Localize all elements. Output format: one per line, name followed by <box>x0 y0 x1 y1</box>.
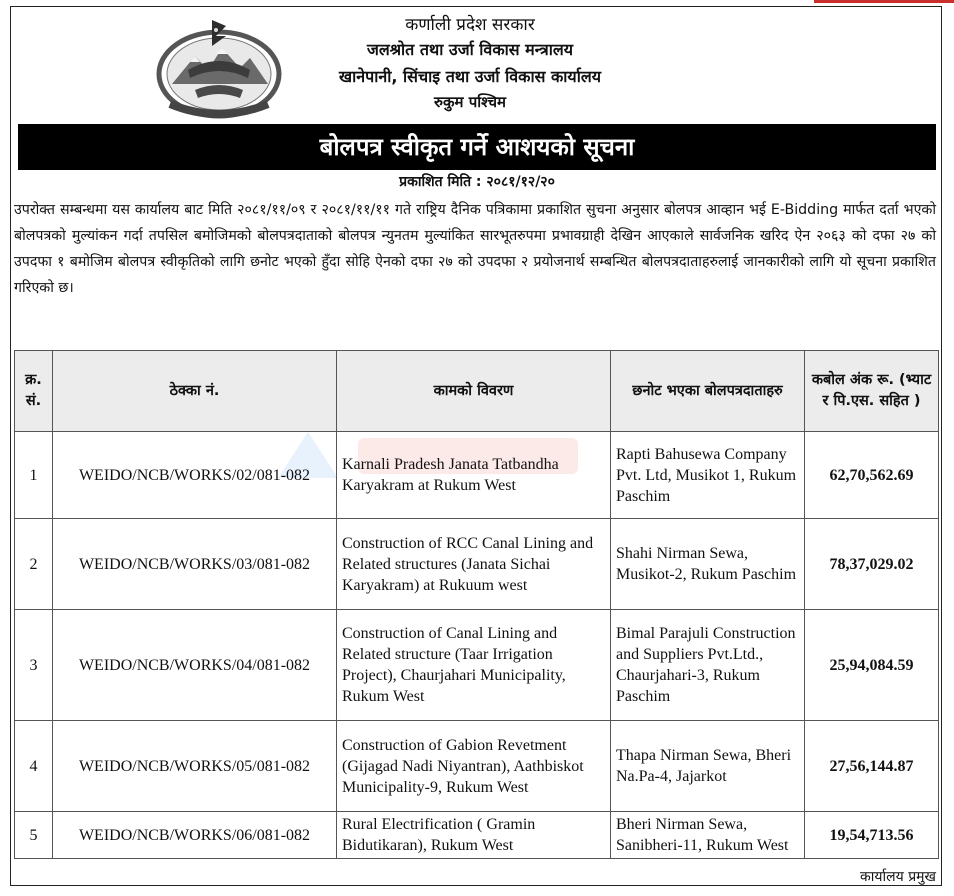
table-header-row <box>15 351 939 432</box>
row-sn: 1 <box>15 432 53 519</box>
table-row <box>15 812 939 859</box>
row-description: Construction of Gabion Revetment (Gijagad Nadi Niyantran), Aathbiskot Municipality-9, Rukum West <box>337 721 611 812</box>
nepal-government-emblem-icon <box>150 12 288 128</box>
row-bidder: Bheri Nirman Sewa, Sanibheri-11, Rukum West <box>611 812 805 859</box>
table-row <box>15 432 939 519</box>
table-row <box>15 519 939 610</box>
row-amount: 19,54,713.56 <box>805 812 939 859</box>
row-bidder: Rapti Bahusewa Company Pvt. Ltd, Musikot 1, Rukum Paschim <box>611 432 805 519</box>
row-amount: 78,37,029.02 <box>805 519 939 610</box>
top-accent-bar <box>814 0 954 3</box>
notice-title: बोलपत्र स्वीकृत गर्ने आशयको सूचना <box>18 124 936 170</box>
header-sn: क्र. सं. <box>15 351 53 432</box>
row-amount: 62,70,562.69 <box>805 432 939 519</box>
row-contract: WEIDO/NCB/WORKS/06/081-082 <box>53 812 337 859</box>
row-description: Karnali Pradesh Janata Tatbandha Karyakram at Rukum West <box>337 432 611 519</box>
office-location: रुकुम पश्चिम <box>434 93 506 111</box>
row-description: Construction of RCC Canal Lining and Related structures (Janata Sichai Karyakram) at Rukuum west <box>337 519 611 610</box>
row-contract: WEIDO/NCB/WORKS/02/081-082 <box>53 432 337 519</box>
notice-body: उपरोक्त सम्बन्धमा यस कार्यालय बाट मिति २०८१/११/०९ र २०८१/११/११ गते राष्ट्रिय दैनिक पत्रिकामा प्रकाशित सुचना अनुसार बोलपत्र आव्हान भई E-Bidding मार्फत दर्ता भएको बोलपत्रको मुल्यांकन गर्दा तपसिल बमोजिमको बोलपत्रदाताको बोलपत्र न्युनतम मुल्यांकित सारभूतरुपमा प्रभावग्राही देखिन आएकाले सार्वजनिक खरिद ऐन २०६३ को दफा २७ को उपदफा १ बमोजिम बोलपत्र स्वीकृतिको लागि छनोट भएको हुँदा सोहि ऐनको दफा २७ को उपदफा २ प्रयोजनार्थ सम्बन्धित बोलपत्रदाताहरुलाई जानकारीको लागि यो सूचना प्रकाशित गरिएको छ। <box>14 202 936 296</box>
row-contract: WEIDO/NCB/WORKS/04/081-082 <box>53 610 337 721</box>
row-amount: 27,56,144.87 <box>805 721 939 812</box>
header-amount: कबोल अंक रू. (भ्याट र पि.एस. सहित ) <box>805 351 939 432</box>
row-bidder: Thapa Nirman Sewa, Bheri Na.Pa-4, Jajarkot <box>611 721 805 812</box>
row-sn: 2 <box>15 519 53 610</box>
office-name: खानेपानी, सिंचाइ तथा उर्जा विकास कार्यालय <box>339 67 601 86</box>
row-contract: WEIDO/NCB/WORKS/05/081-082 <box>53 721 337 812</box>
row-sn: 5 <box>15 812 53 859</box>
row-bidder: Shahi Nirman Sewa, Musikot-2, Rukum Paschim <box>611 519 805 610</box>
header-bidder: छनोट भएका बोलपत्रदाताहरु <box>611 351 805 432</box>
row-sn: 4 <box>15 721 53 812</box>
header-contract: ठेक्का नं. <box>53 351 337 432</box>
row-description: Construction of Canal Lining and Related structure (Taar Irrigation Project), Chaurjahari Municipality, Rukum West <box>337 610 611 721</box>
row-sn: 3 <box>15 610 53 721</box>
row-contract: WEIDO/NCB/WORKS/03/081-082 <box>53 519 337 610</box>
table-row <box>15 721 939 812</box>
row-description: Rural Electrification ( Gramin Bidutikaran), Rukum West <box>337 812 611 859</box>
tender-table <box>14 350 939 859</box>
row-amount: 25,94,084.59 <box>805 610 939 721</box>
ministry-name: जलश्रोत तथा उर्जा विकास मन्त्रालय <box>366 40 574 59</box>
office-chief-signoff: कार्यालय प्रमुख <box>860 869 936 885</box>
header-description: कामको विवरण <box>337 351 611 432</box>
row-bidder: Bimal Parajuli Construction and Suppliers Pvt.Ltd., Chaurjahari-3, Rukum Paschim <box>611 610 805 721</box>
table-row <box>15 610 939 721</box>
government-name: कर्णाली प्रदेश सरकार <box>405 15 535 35</box>
published-date: प्रकाशित मिति : २०८१/१२/२० <box>399 174 555 190</box>
